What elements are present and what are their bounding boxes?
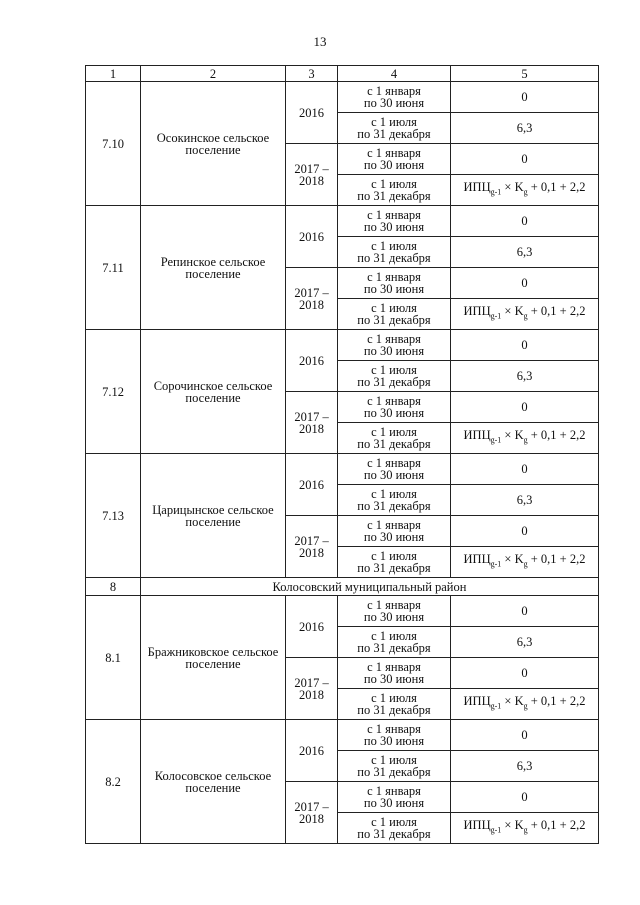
settlement-name: Репинское сельское поселение	[141, 206, 286, 330]
formula-text: + 0,1 + 2,2	[527, 818, 586, 833]
period-line: с 1 января	[367, 208, 421, 222]
table-row	[86, 82, 599, 113]
formula-text: × K	[501, 818, 524, 833]
row-number: 8.2	[86, 720, 141, 844]
value-cell	[451, 299, 599, 330]
period-line: с 1 января	[367, 660, 421, 674]
value-cell: 0	[451, 144, 599, 175]
period-line: по 31 декабря	[357, 499, 431, 513]
row-number: 7.12	[86, 330, 141, 454]
tariff-table	[85, 65, 599, 844]
period-cell	[338, 392, 451, 423]
period-cell	[338, 485, 451, 516]
period-cell	[338, 720, 451, 751]
period-line: с 1 января	[367, 598, 421, 612]
period-line: по 30 июня	[363, 158, 425, 172]
formula-text: + 0,1 + 2,2	[527, 428, 586, 443]
year-line: 2017 –	[294, 799, 329, 814]
table-row	[86, 330, 599, 361]
period-line: по 30 июня	[363, 530, 425, 544]
year-cell	[286, 782, 338, 844]
period-line: с 1 января	[367, 722, 421, 736]
row-number: 7.11	[86, 206, 141, 330]
period-cell	[338, 82, 451, 113]
period-cell	[338, 423, 451, 454]
period-line: по 31 декабря	[357, 641, 431, 655]
formula-text: × K	[501, 552, 524, 567]
value-cell	[451, 547, 599, 578]
page-number: 13	[313, 34, 327, 49]
period-cell	[338, 813, 451, 844]
value-cell	[451, 813, 599, 844]
year-cell: 2016	[286, 206, 338, 268]
period-cell	[338, 596, 451, 627]
period-line: по 31 декабря	[357, 437, 431, 451]
period-cell	[338, 175, 451, 206]
formula-subscript: g-1	[490, 701, 502, 711]
period-line: по 30 июня	[363, 734, 425, 748]
year-line: 2017 –	[294, 675, 329, 690]
period-line: с 1 июля	[371, 691, 417, 705]
year-line: 2018	[299, 545, 324, 560]
table-row	[86, 206, 599, 237]
period-cell	[338, 361, 451, 392]
period-line: по 31 декабря	[357, 765, 431, 779]
table-row	[86, 454, 599, 485]
period-cell	[338, 689, 451, 720]
period-cell	[338, 206, 451, 237]
district-row	[86, 578, 599, 596]
formula-subscript: g	[523, 701, 528, 711]
period-line: по 30 июня	[363, 406, 425, 420]
formula-text: × K	[501, 180, 524, 195]
year-line: 2017 –	[294, 533, 329, 548]
period-cell	[338, 751, 451, 782]
formula-subscript: g	[523, 559, 528, 569]
value-cell	[451, 423, 599, 454]
year-cell: 2016	[286, 596, 338, 658]
formula-subscript: g	[523, 311, 528, 321]
formula-subscript: g-1	[490, 435, 502, 445]
period-line: с 1 июля	[371, 753, 417, 767]
formula-text: + 0,1 + 2,2	[527, 180, 586, 195]
period-line: по 30 июня	[363, 610, 425, 624]
period-cell	[338, 330, 451, 361]
formula-text: ИПЦ	[463, 818, 491, 833]
year-cell: 2016	[286, 330, 338, 392]
settlement-name: Бражниковское сельское поселение	[141, 596, 286, 720]
value-cell: 0	[451, 392, 599, 423]
period-line: с 1 июля	[371, 425, 417, 439]
header-cell: 2	[141, 66, 286, 82]
row-number: 8	[86, 578, 141, 596]
period-cell	[338, 516, 451, 547]
formula-text: ИПЦ	[463, 304, 491, 319]
value-cell: 6,3	[451, 627, 599, 658]
year-line: 2018	[299, 173, 324, 188]
value-cell: 6,3	[451, 361, 599, 392]
period-cell	[338, 627, 451, 658]
period-line: по 31 декабря	[357, 251, 431, 265]
period-cell	[338, 237, 451, 268]
formula-text: ИПЦ	[463, 694, 491, 709]
header-cell: 4	[338, 66, 451, 82]
period-line: по 30 июня	[363, 468, 425, 482]
period-line: по 31 декабря	[357, 189, 431, 203]
value-cell	[451, 175, 599, 206]
year-cell: 2016	[286, 454, 338, 516]
period-line: с 1 июля	[371, 239, 417, 253]
period-line: по 30 июня	[363, 220, 425, 234]
header-row	[86, 66, 599, 82]
period-line: по 30 июня	[363, 344, 425, 358]
period-line: с 1 июля	[371, 815, 417, 829]
formula-text: × K	[501, 694, 524, 709]
period-line: с 1 января	[367, 394, 421, 408]
row-number: 7.13	[86, 454, 141, 578]
period-cell	[338, 113, 451, 144]
year-cell	[286, 516, 338, 578]
period-line: с 1 января	[367, 456, 421, 470]
formula-text: ИПЦ	[463, 180, 491, 195]
value-cell: 0	[451, 658, 599, 689]
period-line: по 30 июня	[363, 672, 425, 686]
formula-text: + 0,1 + 2,2	[527, 694, 586, 709]
header-cell: 3	[286, 66, 338, 82]
year-line: 2017 –	[294, 285, 329, 300]
period-cell	[338, 299, 451, 330]
value-cell: 6,3	[451, 237, 599, 268]
year-cell	[286, 144, 338, 206]
value-cell: 6,3	[451, 751, 599, 782]
period-line: по 31 декабря	[357, 561, 431, 575]
period-line: по 31 декабря	[357, 313, 431, 327]
year-cell	[286, 268, 338, 330]
year-cell	[286, 392, 338, 454]
period-line: с 1 июля	[371, 363, 417, 377]
period-line: с 1 июля	[371, 549, 417, 563]
period-line: по 31 декабря	[357, 827, 431, 841]
period-line: с 1 июля	[371, 629, 417, 643]
value-cell: 6,3	[451, 485, 599, 516]
settlement-name: Царицынское сельское поселение	[141, 454, 286, 578]
formula-text: ИПЦ	[463, 552, 491, 567]
year-line: 2018	[299, 421, 324, 436]
formula-subscript: g-1	[490, 311, 502, 321]
table-row	[86, 596, 599, 627]
value-cell: 0	[451, 720, 599, 751]
settlement-name: Осокинское сельское поселение	[141, 82, 286, 206]
period-cell	[338, 454, 451, 485]
year-line: 2017 –	[294, 409, 329, 424]
value-cell: 0	[451, 516, 599, 547]
period-line: по 31 декабря	[357, 127, 431, 141]
year-line: 2018	[299, 297, 324, 312]
settlement-name: Колосовское сельское поселение	[141, 720, 286, 844]
period-cell	[338, 782, 451, 813]
row-number: 7.10	[86, 82, 141, 206]
period-line: по 31 декабря	[357, 703, 431, 717]
period-cell	[338, 547, 451, 578]
year-line: 2017 –	[294, 161, 329, 176]
formula-text: × K	[501, 428, 524, 443]
formula-subscript: g-1	[490, 187, 502, 197]
value-cell: 0	[451, 268, 599, 299]
value-cell: 0	[451, 782, 599, 813]
table-row	[86, 720, 599, 751]
value-cell	[451, 689, 599, 720]
period-cell	[338, 658, 451, 689]
year-cell: 2016	[286, 720, 338, 782]
period-cell	[338, 268, 451, 299]
period-line: с 1 июля	[371, 487, 417, 501]
period-line: с 1 января	[367, 518, 421, 532]
period-line: с 1 января	[367, 146, 421, 160]
formula-text: + 0,1 + 2,2	[527, 304, 586, 319]
period-line: по 30 июня	[363, 282, 425, 296]
year-cell: 2016	[286, 82, 338, 144]
formula-subscript: g-1	[490, 825, 502, 835]
period-line: по 30 июня	[363, 796, 425, 810]
period-cell	[338, 144, 451, 175]
period-line: с 1 января	[367, 270, 421, 284]
period-line: с 1 января	[367, 784, 421, 798]
value-cell: 0	[451, 596, 599, 627]
settlement-name: Сорочинское сельское поселение	[141, 330, 286, 454]
period-line: с 1 июля	[371, 177, 417, 191]
value-cell: 0	[451, 206, 599, 237]
header-cell: 5	[451, 66, 599, 82]
formula-subscript: g-1	[490, 559, 502, 569]
period-line: по 30 июня	[363, 96, 425, 110]
formula-text: × K	[501, 304, 524, 319]
period-line: с 1 января	[367, 84, 421, 98]
year-cell	[286, 658, 338, 720]
formula-subscript: g	[523, 435, 528, 445]
value-cell: 0	[451, 330, 599, 361]
header-cell: 1	[86, 66, 141, 82]
value-cell: 0	[451, 454, 599, 485]
period-line: по 31 декабря	[357, 375, 431, 389]
period-line: с 1 января	[367, 332, 421, 346]
formula-text: + 0,1 + 2,2	[527, 552, 586, 567]
value-cell: 6,3	[451, 113, 599, 144]
formula-subscript: g	[523, 825, 528, 835]
district-name: Колосовский муниципальный район	[141, 578, 599, 596]
formula-subscript: g	[523, 187, 528, 197]
value-cell: 0	[451, 82, 599, 113]
row-number: 8.1	[86, 596, 141, 720]
year-line: 2018	[299, 687, 324, 702]
period-line: с 1 июля	[371, 115, 417, 129]
year-line: 2018	[299, 811, 324, 826]
formula-text: ИПЦ	[463, 428, 491, 443]
period-line: с 1 июля	[371, 301, 417, 315]
